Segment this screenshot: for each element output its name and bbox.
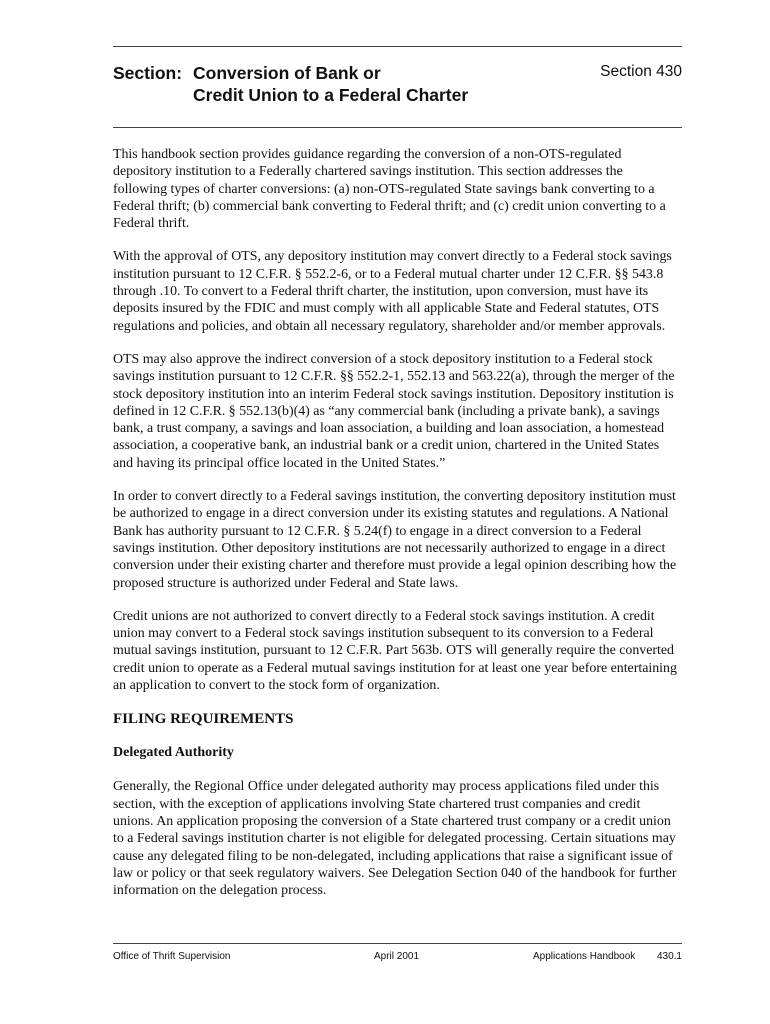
authorization-paragraph: In order to convert directly to a Federal savings institution, the converting depository institution must be authorized to engage in a direct conversion under its existing statutes and regulations. A National Bank has authority pursuant to 12 C.F.R. § 5.24(f) to engage in a direct conversion to a Federal savings institution. Other depository institutions are not necessarily authorized to engage in a direct conversion under their existing charter and therefore must provide a legal opinion describing how the proposed structure is authorized under Federal and State laws. — [113, 489, 677, 591]
intro-paragraph: This handbook section provides guidance regarding the conversion of a non-OTS-regulated depository institution to a Federally chartered savings institution. This section addresses the following types of charter conversions: (a) non-OTS-regulated State savings bank converting to a Federal thrift; (b) commercial bank converting to Federal thrift; and (c) credit union converting to a Federal thrift. — [113, 147, 666, 232]
section-title-prefix: Section: — [113, 63, 183, 83]
page-footer — [113, 951, 682, 965]
header-rule — [113, 127, 682, 128]
credit-union-paragraph: Credit unions are not authorized to convert directly to a Federal stock savings institution. A credit union may convert to a Federal stock savings institution subsequent to its conversion to a Federal mutual savings institution, pursuant to 12 C.F.R. Part 563b. OTS will generally require the converted credit union to operate as a Federal mutual savings institution for at least one year before entertaining an application to convert to the stock form of organization. — [113, 608, 677, 694]
footer-rule — [113, 943, 682, 944]
direct-conversion-paragraph: With the approval of OTS, any depository institution may convert directly to a Federal stock savings institution pursuant to 12 C.F.R. § 552.2-6, or to a Federal mutual charter under 12 C.F.R. §§ 543.8 through .10. To convert to a Federal thrift charter, the institution, upon conversion, must have its deposits insured by the FDIC and must comply with all applicable State and Federal statutes, OTS regulations and policies, and obtain all necessary regulatory, shareholder and/or member approvals. — [113, 249, 672, 334]
footer-page-number: 430.1 — [656, 951, 682, 962]
section-title-line-2: Credit Union to a Federal Charter — [193, 85, 469, 105]
footer-organization: Office of Thrift Supervision — [113, 951, 231, 962]
footer-date: April 2001 — [374, 951, 420, 962]
footer-handbook-name: Applications Handbook — [533, 951, 636, 962]
top-rule — [113, 46, 682, 47]
section-title-line-1: Conversion of Bank or — [193, 63, 381, 83]
indirect-conversion-paragraph: OTS may also approve the indirect conversion of a stock depository institution to a Federal stock savings institution pursuant to 12 C.F.R. §§ 552.2-1, 552.13 and 563.22(a), through the merger of the stock depository institution into an interim Federal stock savings institution. Depository institution is defined in 12 C.F.R. § 552.13(b)(4) as “any commercial bank (including a private bank), a savings bank, a trust company, a savings and loan association, a building and loan association, a homestead association, a cooperative bank, an industrial bank or a credit union, chartered in the United States and having its principal office located in the United States.” — [113, 351, 675, 471]
section-title — [113, 62, 468, 106]
delegated-authority-heading: Delegated Authority — [113, 745, 234, 761]
filing-requirements-heading: FILING REQUIREMENTS — [113, 711, 294, 728]
section-number: Section 430 — [600, 63, 682, 80]
document-body — [113, 146, 679, 915]
delegated-authority-paragraph: Generally, the Regional Office under delegated authority may process applications filed under this section, with the exception of applications involving State chartered trust companies and credit unions. An application proposing the conversion of a State chartered trust company or a credit union to a Federal savings institution charter is not eligible for delegated processing. Certain situations may cause any delegated filing to be non-delegated, including applications that raise a significant issue of law or policy or that seek regulatory waivers. See Delegation Section 040 of the handbook for further information on the delegation process. — [113, 779, 677, 899]
